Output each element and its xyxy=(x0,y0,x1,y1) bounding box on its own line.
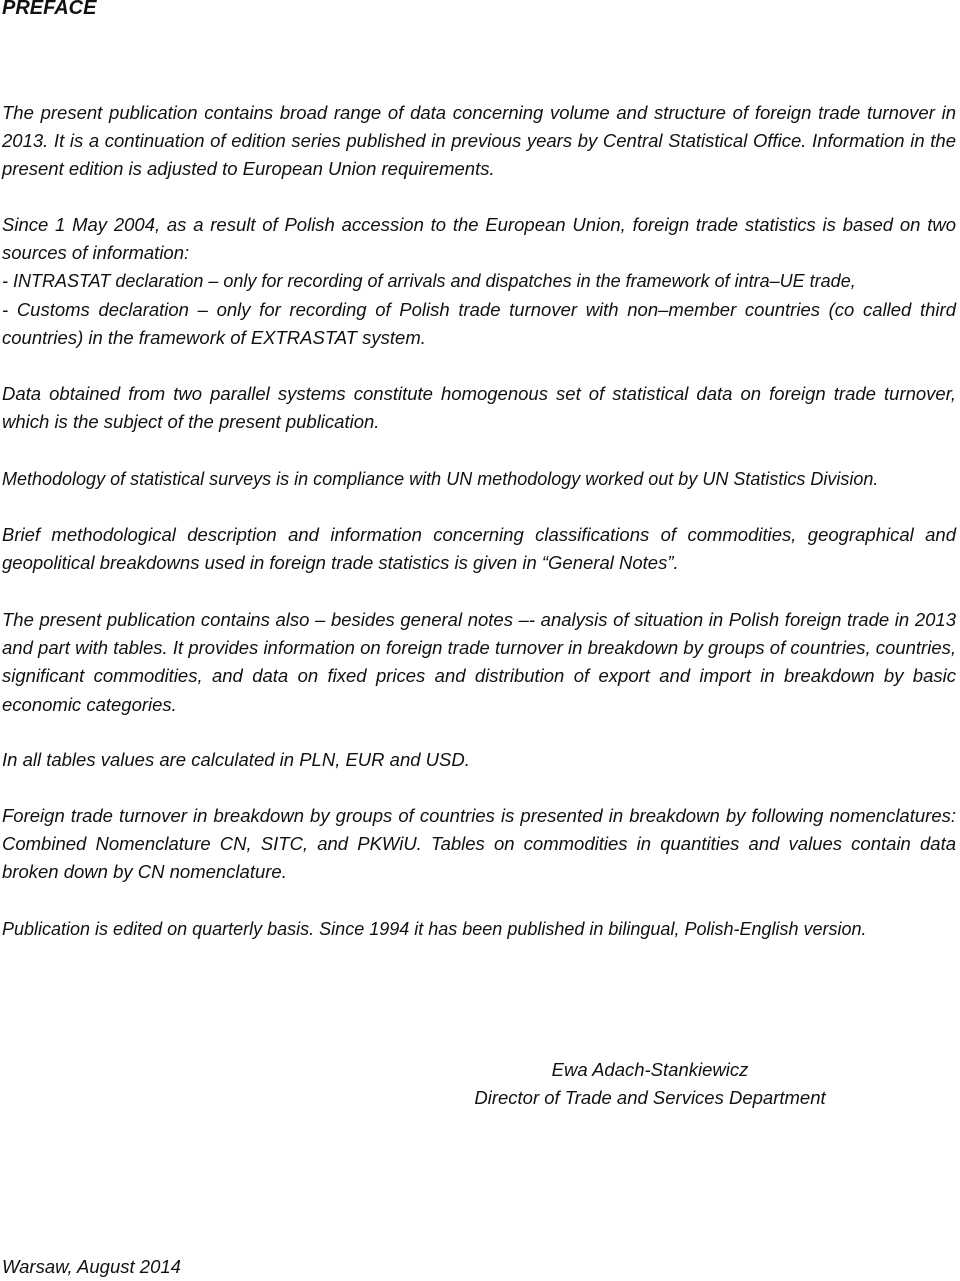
paragraph-sources: Since 1 May 2004, as a result of Polish accession to the European Union, foreign trade statistics is based on two sources of information: xyxy=(2,214,956,264)
paragraph-classifications: Brief methodological description and information concerning classifications of commodities, geographical and geopolitical breakdowns used in foreign trade statistics is given in “General Notes”. xyxy=(2,524,956,574)
signature-name: Ewa Adach-Stankiewicz xyxy=(551,1059,749,1080)
place-and-date: Warsaw, August 2014 xyxy=(2,1256,181,1277)
paragraph-nomenclatures: Foreign trade turnover in breakdown by groups of countries is presented in breakdown by following nomenclatures: Combined Nomenclature CN, SITC, and PKWiU. Tables on commodities in quantities and values contain data broken down by CN nomenclature. xyxy=(2,805,956,883)
paragraph-methodology: Methodology of statistical surveys is in compliance with UN methodology worked out by UN Statistics Division. xyxy=(2,469,879,489)
signature-title: Director of Trade and Services Department xyxy=(474,1087,826,1108)
paragraph-intro: The present publication contains broad range of data concerning volume and structure of foreign trade turnover in 2013. It is a continuation of edition series published in previous years by Central Statistical Office. Information in the present edition is adjusted to European Union requirements. xyxy=(2,102,956,180)
paragraph-edition: Publication is edited on quarterly basis. Since 1994 it has been published in bilingual, Polish-English version. xyxy=(2,919,867,939)
paragraph-contents: The present publication contains also – besides general notes –- analysis of situation in Polish foreign trade in 2013 and part with tables. It provides information on foreign trade turnover in breakdown by groups of countries, countries, significant commodities, and data on fixed prices and distribution of export and import in breakdown by basic economic categories. xyxy=(2,609,956,715)
paragraph-currencies: In all tables values are calculated in PLN, EUR and USD. xyxy=(2,749,470,770)
page-title: PREFACE xyxy=(2,0,97,19)
list-item-customs: - Customs declaration – only for recording of Polish trade turnover with non–member countries (co called third countries) in the framework of EXTRASTAT system. xyxy=(2,299,956,349)
paragraph-systems: Data obtained from two parallel systems constitute homogenous set of statistical data on foreign trade turnover, which is the subject of the present publication. xyxy=(2,383,956,433)
list-item-intrastat: - INTRASTAT declaration – only for recording of arrivals and dispatches in the framework of intra–UE trade, xyxy=(2,271,856,291)
